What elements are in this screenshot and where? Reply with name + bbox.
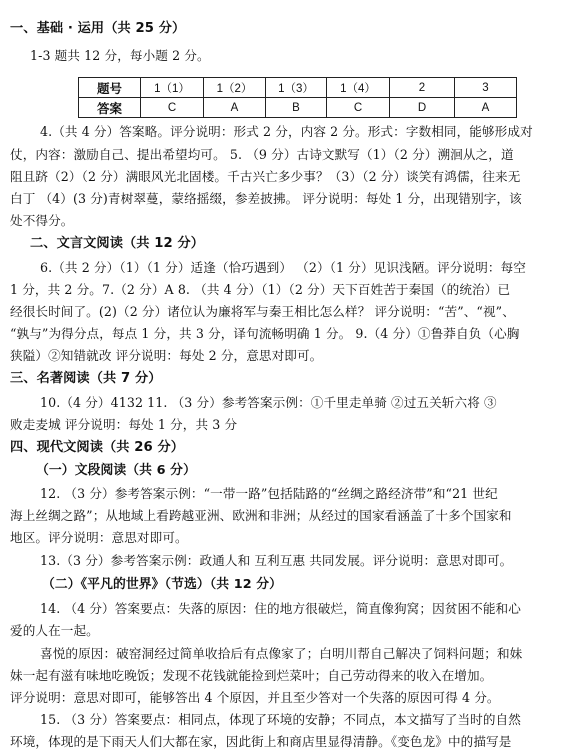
table-cell: C — [141, 98, 204, 118]
text-line: 爱的人在一起。 — [10, 623, 99, 638]
text-line: 白丁 （4）(3 分)青树翠蔓，蒙络摇缀，参差披拂。 评分说明：每处 1 分，出现错别字，该 — [10, 191, 522, 206]
text-line: 败走麦城 评分说明：每处 1 分，共 3 分 — [10, 417, 238, 432]
table-cell: 3 — [455, 78, 517, 98]
text-line: 13.（3 分）参考答案示例：政通人和 互利互惠 共同发展。评分说明：意思对即可。 — [40, 553, 513, 568]
text-line: 评分说明：意思对即可，能够答出 4 个原因，并且至少答对一个失落的原因可得 4 分。 — [10, 690, 500, 705]
table-cell: 2 — [390, 78, 455, 98]
text-line: “孰与”为得分点，每点 1 分，共 3 分，译句流畅明确 1 分。 9.（4 分）①鲁莽自负（心胸 — [10, 326, 520, 341]
text-line: 1 分，共 2 分。7.（2 分）A 8. （共 4 分）（1）（2 分）天下百姓苦于秦国（的统治）已 — [10, 282, 511, 297]
text-line: 环境，体现的是下雨天人们大都在家，因此街上和商店里显得清静。《变色龙》中的描写是 — [10, 734, 512, 749]
text-line: 处不得分。 — [10, 213, 74, 228]
text-line: 经很长时间了。(2)（2 分）诸位认为廉将军与秦王相比怎么样？ 评分说明：“苦”、“视”、 — [10, 304, 515, 319]
table-cell: A — [204, 98, 266, 118]
text-line: 15. （3 分）答案要点：相同点，体现了环境的安静；不同点，本文描写了当时的自然 — [40, 712, 521, 727]
table-cell: 1（1） — [141, 78, 204, 98]
text-line: 海上丝绸之路”；从地域上看跨越亚洲、欧洲和非洲；从经过的国家看涵盖了十多个国家和 — [10, 508, 512, 523]
text-line: 12. （3 分）参考答案示例：“一带一路”包括陆路的“丝绸之路经济带”和“21 世纪 — [40, 486, 498, 501]
table-cell: 1（4） — [327, 78, 390, 98]
text-line: 阻且跻（2）（2 分）满眼风光北固楼。千古兴亡多少事？（3）（2 分）谈笑有鸿儒，往来无 — [10, 169, 521, 184]
table-row — [79, 98, 517, 118]
answer-table — [78, 77, 517, 118]
text-line: 6.（共 2 分）（1）（1 分）适逢（恰巧遇到） （2）（1 分）见识浅陋。评分说明：每空 — [40, 260, 526, 275]
text-line: 10.（4 分）4132 11. （3 分）参考答案示例：①千里走单骑 ②过五关斩六将 ③ — [40, 395, 497, 410]
table-cell: D — [390, 98, 455, 118]
text-line: 喜悦的原因：破窑洞经过简单收拾后有点像家了；白明川帮自己解决了饲料问题；和妹 — [40, 646, 523, 661]
text-line: 4.（共 4 分）答案略。评分说明：形式 2 分，内容 2 分。形式：字数相同，能够形成对 — [40, 124, 533, 139]
text-line: 狭隘）②知错就改 评分说明：每处 2 分，意思对即可。 — [10, 348, 323, 363]
text-line: 仗，内容：激励自己、提出希望均可。 5. （9 分）古诗文默写（1）（2 分）溯洄从之，道 — [10, 147, 514, 162]
section-1-title: 一、基础 · 运用（共 25 分） — [10, 21, 186, 36]
table-row-label: 答案 — [79, 98, 141, 118]
table-cell: A — [455, 98, 517, 118]
section-4-subtitle-1: （一）文段阅读（共 6 分） — [36, 463, 196, 478]
table-row-label: 题号 — [79, 78, 141, 98]
table-cell: 1（3） — [266, 78, 327, 98]
text-line: 地区。评分说明：意思对即可。 — [10, 530, 188, 545]
table-row — [79, 78, 517, 98]
section-3-title: 三、名著阅读（共 7 分） — [10, 371, 162, 386]
section-4-subtitle-2: （二）《平凡的世界》（节选）（共 12 分） — [42, 577, 283, 592]
table-cell: C — [327, 98, 390, 118]
table-cell: B — [266, 98, 327, 118]
section-4-title: 四、现代文阅读（共 26 分） — [10, 440, 185, 455]
section-1-note: 1-3 题共 12 分，每小题 2 分。 — [30, 48, 210, 63]
section-2-title: 二、文言文阅读（共 12 分） — [30, 236, 205, 251]
text-line: 14. （4 分）答案要点：失落的原因：住的地方很破烂，简直像狗窝；因贫困不能和心 — [40, 601, 521, 616]
table-cell: 1（2） — [204, 78, 266, 98]
text-line: 妹一起有滋有味地吃晚饭；发现不花钱就能捡到烂菜叶；自己劳动得来的收入在增加。 — [10, 668, 493, 683]
